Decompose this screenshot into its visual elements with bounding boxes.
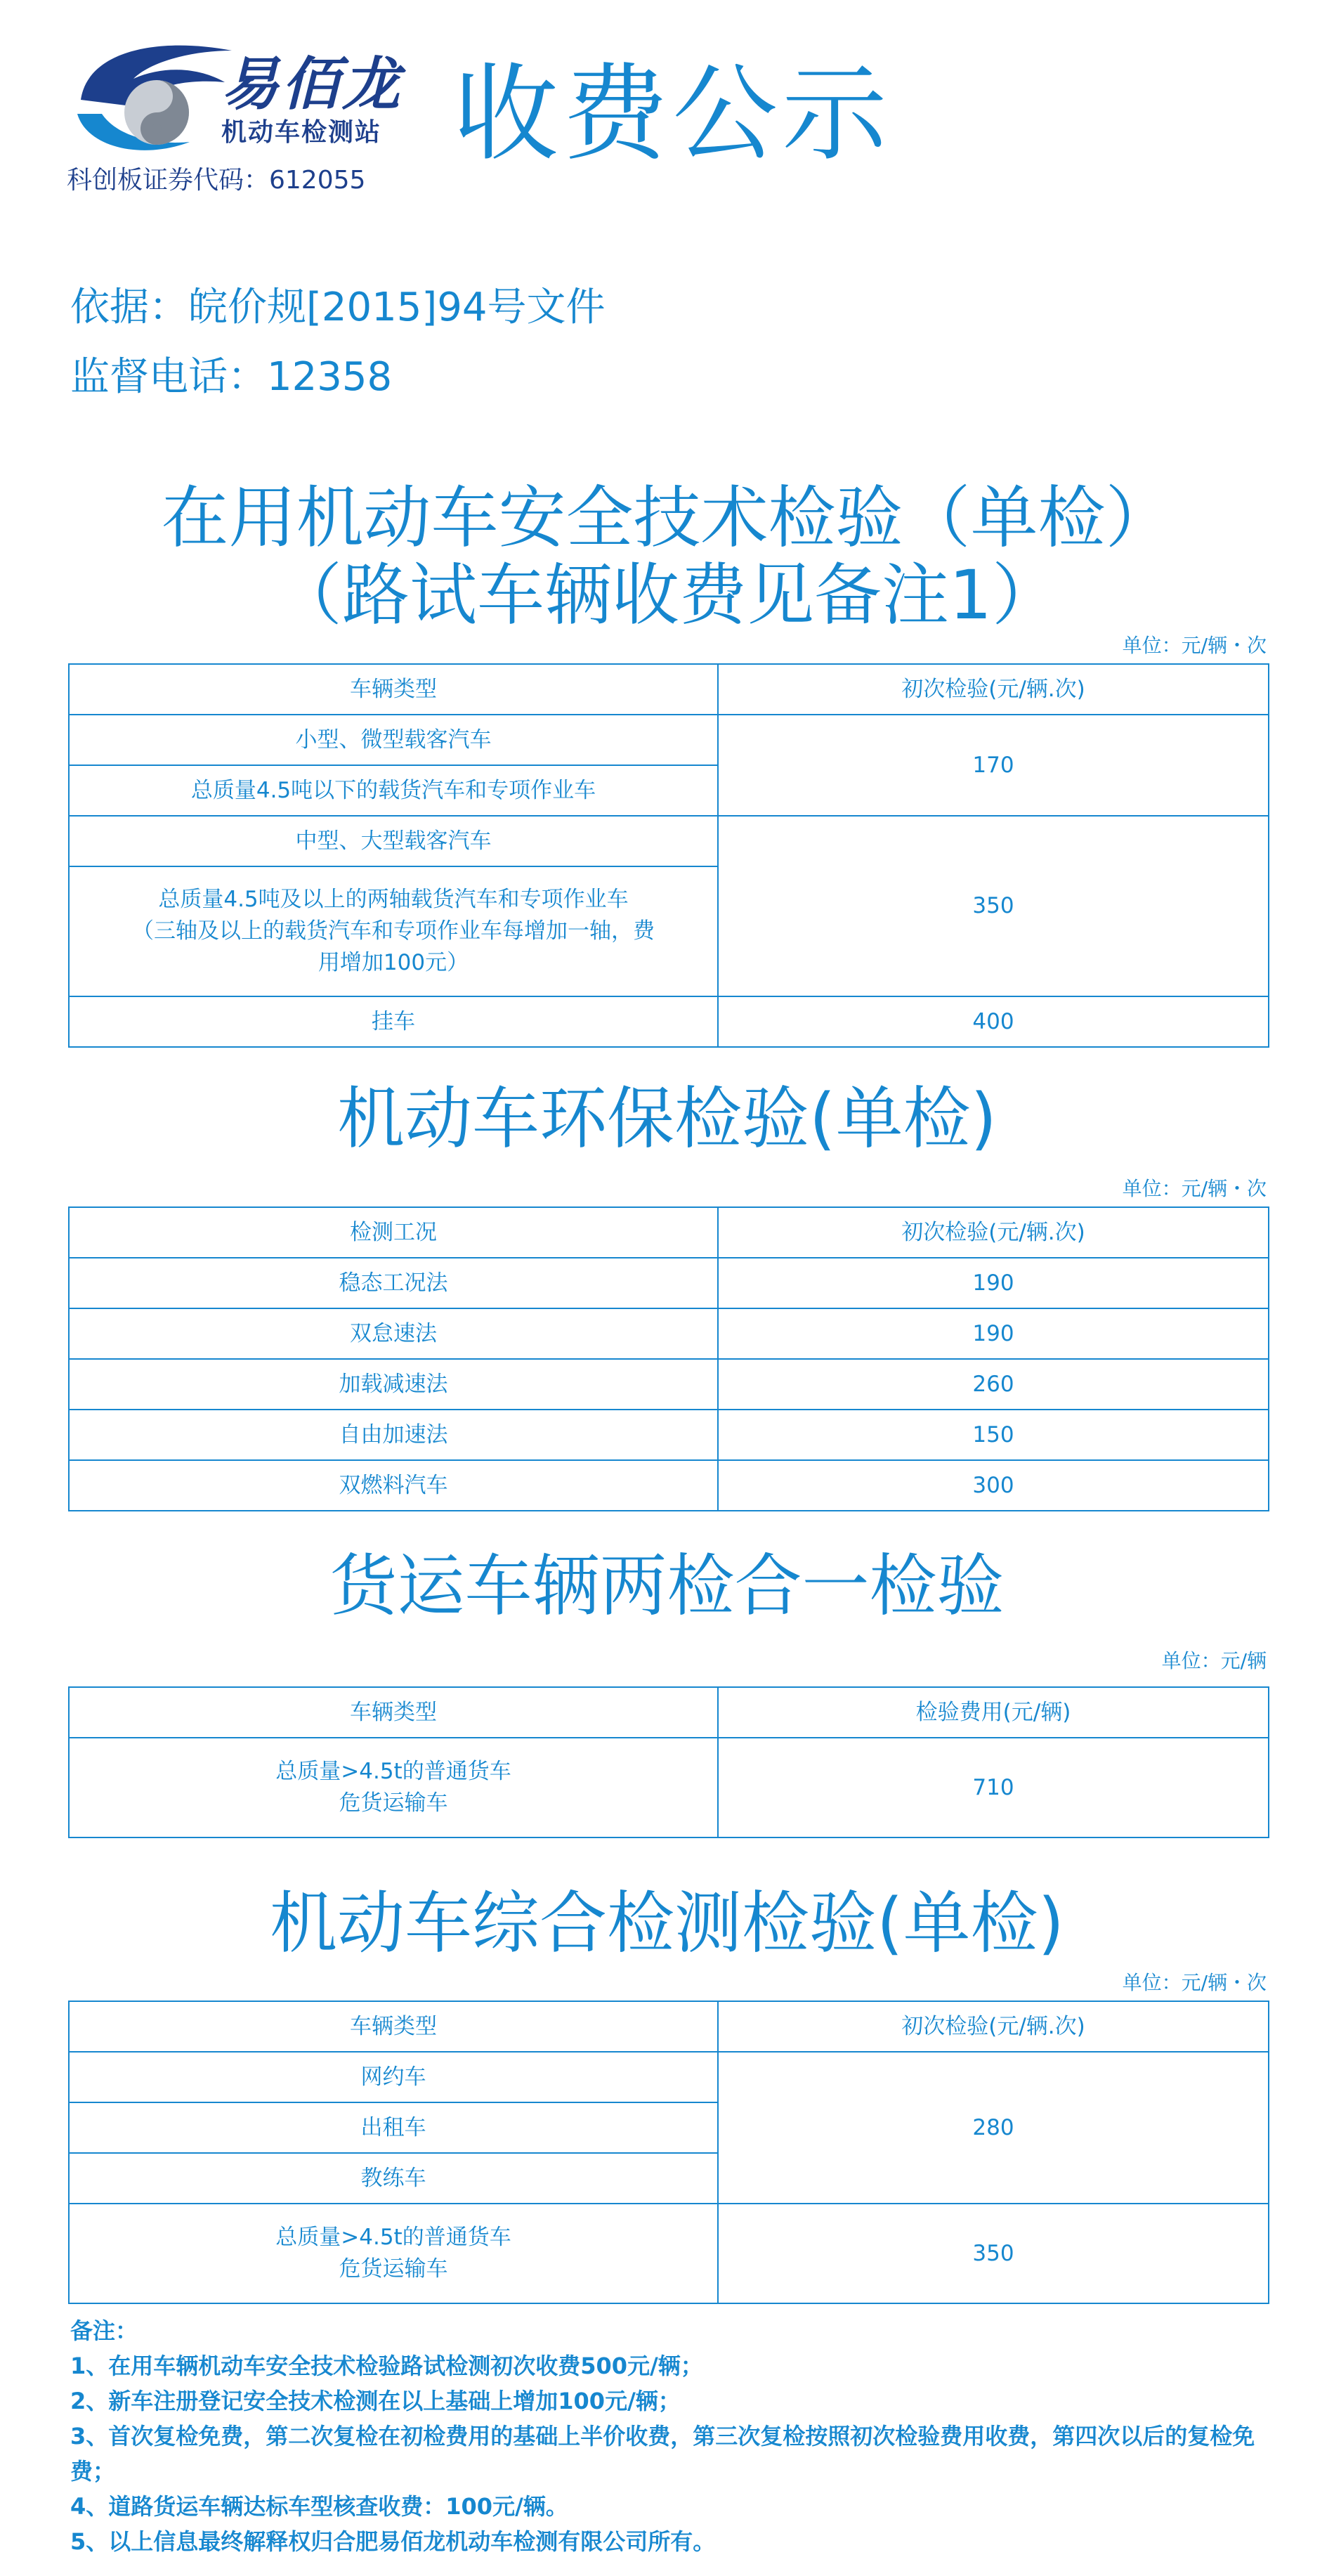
header-cell: 检测工况: [69, 1207, 718, 1258]
section-title-emission: 机动车环保检验(单检): [337, 1079, 997, 1158]
note-item: 1、在用车辆机动车安全技术检验路试检测初次收费500元/辆；: [70, 2353, 703, 2379]
unit-label: 单位：元/辆・次: [1122, 634, 1267, 657]
section-title-freight: 货运车辆两检合一检验: [329, 1547, 1005, 1625]
vehicle-type-cell: 小型、微型载客汽车: [69, 715, 718, 765]
note-item: 5、以上信息最终解释权归合肥易佰龙机动车检测有限公司所有。: [70, 2528, 716, 2555]
price-cell: 300: [718, 1460, 1269, 1511]
vehicle-type-line: 危货运输车: [339, 2256, 448, 2282]
vehicle-type-cell: [69, 2204, 718, 2303]
header-cell: 初次检验(元/辆.次): [718, 2001, 1269, 2052]
header-cell: 车辆类型: [69, 2001, 718, 2052]
price-cell: 400: [718, 996, 1269, 1047]
unit-label: 单位：元/辆: [1161, 1649, 1267, 1672]
unit-label: 单位：元/辆・次: [1122, 1177, 1267, 1200]
vehicle-type-cell: 中型、大型载客汽车: [69, 816, 718, 866]
table-header-row: [69, 1687, 1269, 1738]
note-item: 4、道路货运车辆达标车型核查收费：100元/辆。: [70, 2493, 568, 2520]
table-header-row: [69, 2001, 1269, 2052]
vehicle-type-cell: [69, 1738, 718, 1837]
dragon-yin-yang-logo-icon: [67, 30, 242, 160]
vehicle-type-cell: 教练车: [69, 2153, 718, 2204]
safety-fee-table: [68, 663, 1269, 1048]
table-header-row: [69, 664, 1269, 715]
vehicle-type-line: 总质量>4.5t的普通货车: [275, 2225, 511, 2251]
brand-name: 易佰龙: [221, 51, 403, 118]
page-title: 收费公示: [453, 53, 892, 176]
vehicle-type-line: 用增加100元）: [318, 949, 469, 975]
test-mode-cell: 稳态工况法: [69, 1258, 718, 1308]
vehicle-type-cell: 挂车: [69, 996, 718, 1047]
price-cell: 350: [718, 2204, 1269, 2303]
table-row: [69, 1359, 1269, 1410]
table-row: [69, 2204, 1269, 2303]
section-title-safety: 在用机动车安全技术检验（单检）: [161, 479, 1173, 557]
table-row: [69, 816, 1269, 866]
table-row: [69, 1738, 1269, 1837]
price-cell: 350: [718, 816, 1269, 996]
notes-heading: 备注：: [70, 2317, 138, 2344]
note-item: 2、新车注册登记安全技术检测在以上基础上增加100元/辆；: [70, 2388, 681, 2414]
test-mode-cell: 双燃料汽车: [69, 1460, 718, 1511]
stock-code: 科创板证券代码：612055: [67, 166, 366, 195]
header-cell: 初次检验(元/辆.次): [718, 1207, 1269, 1258]
vehicle-type-line: 总质量4.5吨及以上的两轴载货汽车和专项作业车: [158, 887, 629, 913]
table-row: [69, 1460, 1269, 1511]
test-mode-cell: 自由加速法: [69, 1410, 718, 1460]
vehicle-type-line: （三轴及以上的载货汽车和专项作业车每增加一轴，费: [132, 918, 655, 944]
comprehensive-fee-table: [68, 2001, 1269, 2304]
table-row: [69, 1410, 1269, 1460]
pricing-basis: 依据：皖价规[2015]94号文件: [70, 285, 606, 330]
price-cell: 170: [718, 715, 1269, 816]
price-cell: 190: [718, 1308, 1269, 1359]
vehicle-type-cell: 总质量4.5吨以下的载货汽车和专项作业车: [69, 765, 718, 816]
header-cell: 初次检验(元/辆.次): [718, 664, 1269, 715]
brand-subtitle: 机动车检测站: [221, 118, 382, 147]
table-header-row: [69, 1207, 1269, 1258]
price-cell: 280: [718, 2052, 1269, 2204]
supervision-phone: 监督电话：12358: [70, 354, 393, 400]
price-cell: 260: [718, 1359, 1269, 1410]
notes-section: [70, 2313, 1279, 2559]
price-cell: 710: [718, 1738, 1269, 1837]
vehicle-type-cell: 出租车: [69, 2102, 718, 2153]
vehicle-type-line: 危货运输车: [339, 1790, 448, 1816]
price-cell: 190: [718, 1258, 1269, 1308]
header-cell: 检验费用(元/辆): [718, 1687, 1269, 1738]
unit-label: 单位：元/辆・次: [1122, 1971, 1267, 1994]
table-row: [69, 2052, 1269, 2102]
table-row: [69, 996, 1269, 1047]
section-title-comprehensive: 机动车综合检测检验(单检): [270, 1884, 1064, 1963]
test-mode-cell: 加载减速法: [69, 1359, 718, 1410]
header-cell: 车辆类型: [69, 1687, 718, 1738]
section-subtitle-safety: （路试车辆收费见备注1）: [274, 556, 1060, 635]
table-row: [69, 1308, 1269, 1359]
header-cell: 车辆类型: [69, 664, 718, 715]
vehicle-type-line: 总质量>4.5t的普通货车: [275, 1759, 511, 1785]
emission-fee-table: [68, 1206, 1269, 1511]
vehicle-type-cell: 网约车: [69, 2052, 718, 2102]
vehicle-type-cell: [69, 866, 718, 996]
table-row: [69, 715, 1269, 765]
note-item: 3、首次复检免费，第二次复检在初检费用的基础上半价收费，第三次复检按照初次检验费用收费，第四次以后的复检免费；: [70, 2423, 1255, 2485]
price-cell: 150: [718, 1410, 1269, 1460]
test-mode-cell: 双怠速法: [69, 1308, 718, 1359]
freight-fee-table: [68, 1686, 1269, 1838]
table-row: [69, 1258, 1269, 1308]
